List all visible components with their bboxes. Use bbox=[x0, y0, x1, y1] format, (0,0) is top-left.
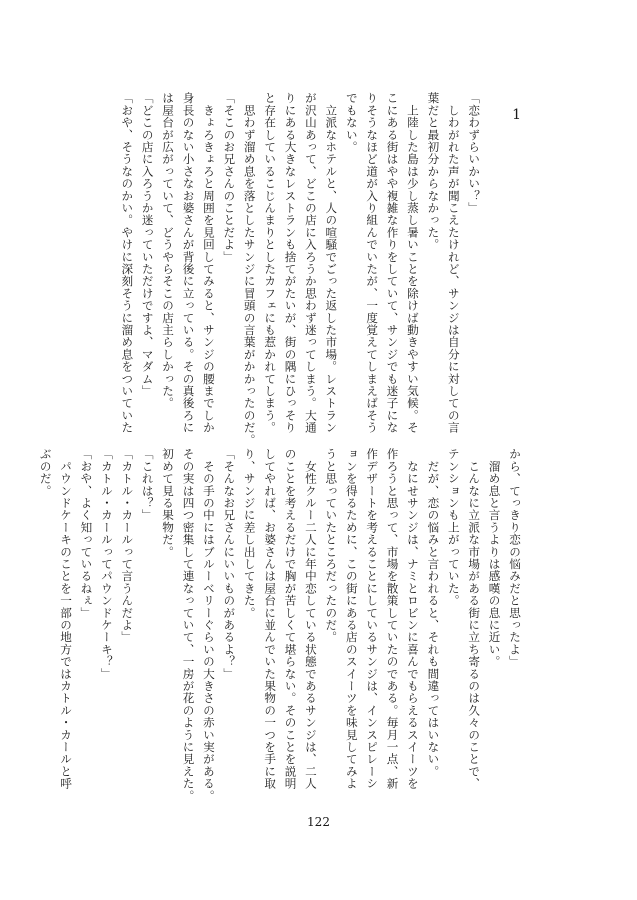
text-line: こにある街はやや複雑な作りをしていて、サンジでも迷子にな bbox=[385, 92, 400, 434]
text-line: だが、恋の悩みと言われると、それも間違ってはいない。 bbox=[426, 448, 441, 778]
text-line: は屋台が広がっていて、どうやらそこの店主らしかった。 bbox=[161, 92, 176, 410]
text-line: 「恋わずらいかい？」 bbox=[467, 92, 482, 214]
text-line: テンションも上がっていた。 bbox=[446, 448, 461, 607]
text-line: こんなに立派な市場がある街に立ち寄るのは久々のことで、 bbox=[467, 448, 482, 790]
text-line: と存在しているこじんまりとしたカフェにも惹かれてしまう。 bbox=[263, 92, 278, 434]
text-line: してやれば、お婆さんは屋台に並んでいた果物の一つを手に取 bbox=[263, 448, 278, 790]
text-line: から、てっきり恋の悩みだと思ったよ」 bbox=[508, 448, 522, 668]
text-line bbox=[484, 92, 504, 422]
text-line: パウンドケーキのことを一部の地方ではカトル・カールと呼 bbox=[59, 448, 74, 790]
text-line: その手の中にはブルーベリーぐらいの大きさの赤い実がある。 bbox=[201, 448, 216, 802]
text-line: 作デザートを考えることにしているサンジは、インスピレーシ bbox=[365, 448, 380, 790]
text-line: のことを考えるだけで胸が苦しくて堪らない。そのことを説明 bbox=[283, 448, 298, 790]
chapter-number: 1 bbox=[512, 107, 521, 123]
text-line: 「そんなお兄さんにいいものがあるよ？」 bbox=[222, 448, 237, 680]
text-line: うと思っていたところだったのだ。 bbox=[324, 448, 339, 644]
text-line: 「これは？」 bbox=[140, 448, 155, 522]
text-line: 「そこのお兄さんのことだよ」 bbox=[222, 92, 237, 263]
text-line: でもない。 bbox=[344, 92, 359, 153]
text-line: その実は四つ密集して連なっていて、一房が花のように見えた。 bbox=[181, 448, 196, 802]
text-line: ぶのだ。 bbox=[38, 448, 53, 497]
text-line: 身長のない小さなお婆さんが背後に立っている。その真後ろに bbox=[181, 92, 196, 434]
text-line: 「おや、よく知っているねぇ」 bbox=[79, 448, 94, 619]
text-line: ョンを得るために、この街にある店のスイーツを味見してみよ bbox=[344, 448, 359, 790]
text-line: 「どこの店に入ろうか迷っていただけですよ、マダム」 bbox=[140, 92, 155, 397]
text-line: 初めて見る果物だ。 bbox=[161, 448, 176, 558]
lower-text-block bbox=[38, 448, 525, 802]
text-line: 「カトル・カールって言うんだよ」 bbox=[120, 448, 135, 644]
text-line: 立派なホテルと、人の喧騒でごった返した市場。レストラン bbox=[324, 92, 339, 434]
text-line: しわがれた声が聞こえたけれど、サンジは自分に対しての言 bbox=[446, 92, 461, 434]
text-line: 葉だと最初分からなかった。 bbox=[426, 92, 441, 251]
text-line bbox=[505, 92, 525, 422]
text-line: 上陸した島は少し蒸し暑いことを除けば動きやすい気候。そ bbox=[405, 92, 420, 434]
page-number: 122 bbox=[307, 815, 330, 829]
text-line: 「おや、そうなのかい。やけに深刻そうに溜め息をついていた bbox=[120, 92, 135, 434]
text-line: 作ろうと思って、市場を散策していたのである。毎月一点、新 bbox=[385, 448, 400, 790]
upper-text-block bbox=[65, 92, 525, 446]
text-line: が沢山あって、どこの店に入ろうか思わず迷ってしまう。大通 bbox=[303, 92, 318, 434]
text-line: なにせサンジは、ナミとロビンに喜んでもらえるスイーツを bbox=[405, 448, 420, 790]
text-line: り、サンジに差し出してきた。 bbox=[242, 448, 257, 619]
text-line: 「カトル・カールってパウンドケーキ？」 bbox=[99, 448, 114, 680]
text-line: きょろきょろと周囲を見回してみると、サンジの腰までしか bbox=[201, 92, 216, 434]
text-line: 溜め息と言うよりは感嘆の息に近い。 bbox=[487, 448, 502, 668]
text-line: 思わず溜め息を落としたサンジに冒頭の言葉がかかったのだ。 bbox=[242, 92, 257, 446]
text-line: りにある大きなレストランも捨てがたいが、街の隅にひっそり bbox=[283, 92, 298, 434]
text-line: りそうなほど道が入り組んでいたが、一度覚えてしまえばそう bbox=[365, 92, 380, 434]
text-line: 女性クルー二人に年中恋している状態であるサンジは、二人 bbox=[303, 448, 318, 790]
